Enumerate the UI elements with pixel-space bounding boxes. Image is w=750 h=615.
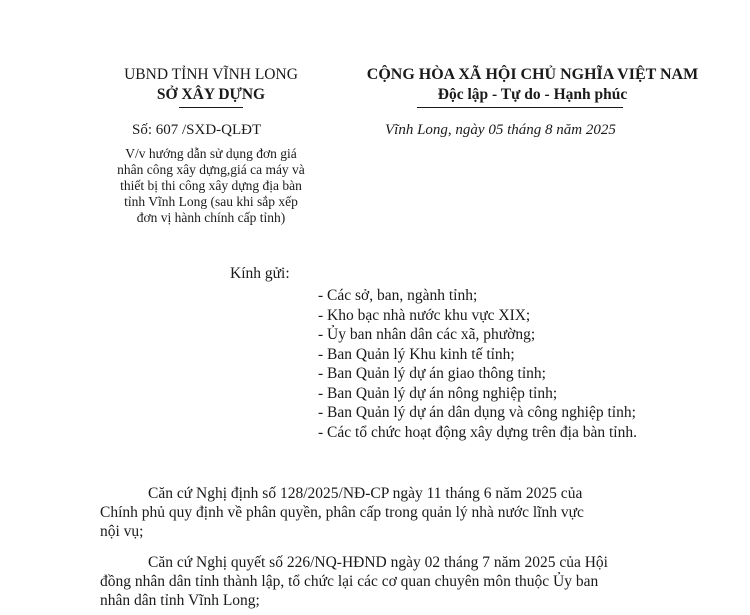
paragraph-line: nội vụ; bbox=[100, 523, 144, 540]
issuing-department: SỞ XÂY DỰNG bbox=[156, 86, 266, 103]
recipient-item: - Kho bạc nhà nước khu vực XIX; bbox=[318, 306, 531, 324]
recipient-item: - Ủy ban nhân dân các xã, phường; bbox=[318, 326, 536, 343]
subject-line: đơn vị hành chính cấp tỉnh) bbox=[136, 210, 286, 225]
recipient-list bbox=[318, 286, 637, 442]
national-motto: Độc lập - Tự do - Hạnh phúc bbox=[437, 86, 628, 103]
body-paragraph-resolution bbox=[100, 553, 692, 610]
body-paragraph-decree bbox=[100, 484, 692, 541]
subject-line: V/v hướng dẫn sử dụng đơn giá bbox=[125, 146, 297, 161]
subject-line: nhân công xây dựng,giá ca máy và bbox=[117, 162, 305, 177]
document-subject bbox=[100, 146, 322, 226]
issuing-authority: UBND TỈNH VĨNH LONG bbox=[124, 66, 298, 83]
subject-line: tỉnh Vĩnh Long (sau khi sắp xếp bbox=[124, 194, 298, 209]
subject-line: thiết bị thi công xây dựng địa bàn bbox=[120, 178, 302, 193]
paragraph-line: Căn cứ Nghị định số 128/2025/NĐ-CP ngày 11 tháng 6 năm 2025 của bbox=[148, 485, 583, 502]
national-title: CỘNG HÒA XÃ HỘI CHỦ NGHĨA VIỆT NAM bbox=[366, 66, 699, 83]
recipient-item: - Ban Quản lý Khu kinh tế tỉnh; bbox=[318, 345, 515, 363]
paragraph-line: đồng nhân dân tỉnh thành lập, tổ chức lại các cơ quan chuyên môn thuộc Ủy ban bbox=[100, 573, 599, 590]
paragraph-line: Căn cứ Nghị quyết số 226/NQ-HĐND ngày 02 tháng 7 năm 2025 của Hội bbox=[148, 554, 608, 571]
recipient-item: - Các sở, ban, ngành tỉnh; bbox=[318, 287, 478, 304]
greeting: Kính gửi: bbox=[230, 265, 290, 282]
department-underline bbox=[179, 107, 243, 108]
document-number: Số: 607 /SXD-QLĐT bbox=[132, 122, 262, 138]
recipient-item: - Ban Quản lý dự án dân dụng và công nghiệp tỉnh; bbox=[318, 404, 636, 421]
paragraph-line: Chính phủ quy định về phân quyền, phân cấp trong quản lý nhà nước lĩnh vực bbox=[100, 504, 584, 521]
recipient-item: - Các tổ chức hoạt động xây dựng trên địa bàn tỉnh. bbox=[318, 423, 637, 441]
recipient-item: - Ban Quản lý dự án giao thông tỉnh; bbox=[318, 365, 546, 382]
paragraph-line: nhân dân tỉnh Vĩnh Long; bbox=[100, 592, 260, 609]
recipient-item: - Ban Quản lý dự án nông nghiệp tỉnh; bbox=[318, 384, 558, 402]
place-and-date: Vĩnh Long, ngày 05 tháng 8 năm 2025 bbox=[385, 122, 616, 138]
motto-underline bbox=[417, 107, 623, 108]
